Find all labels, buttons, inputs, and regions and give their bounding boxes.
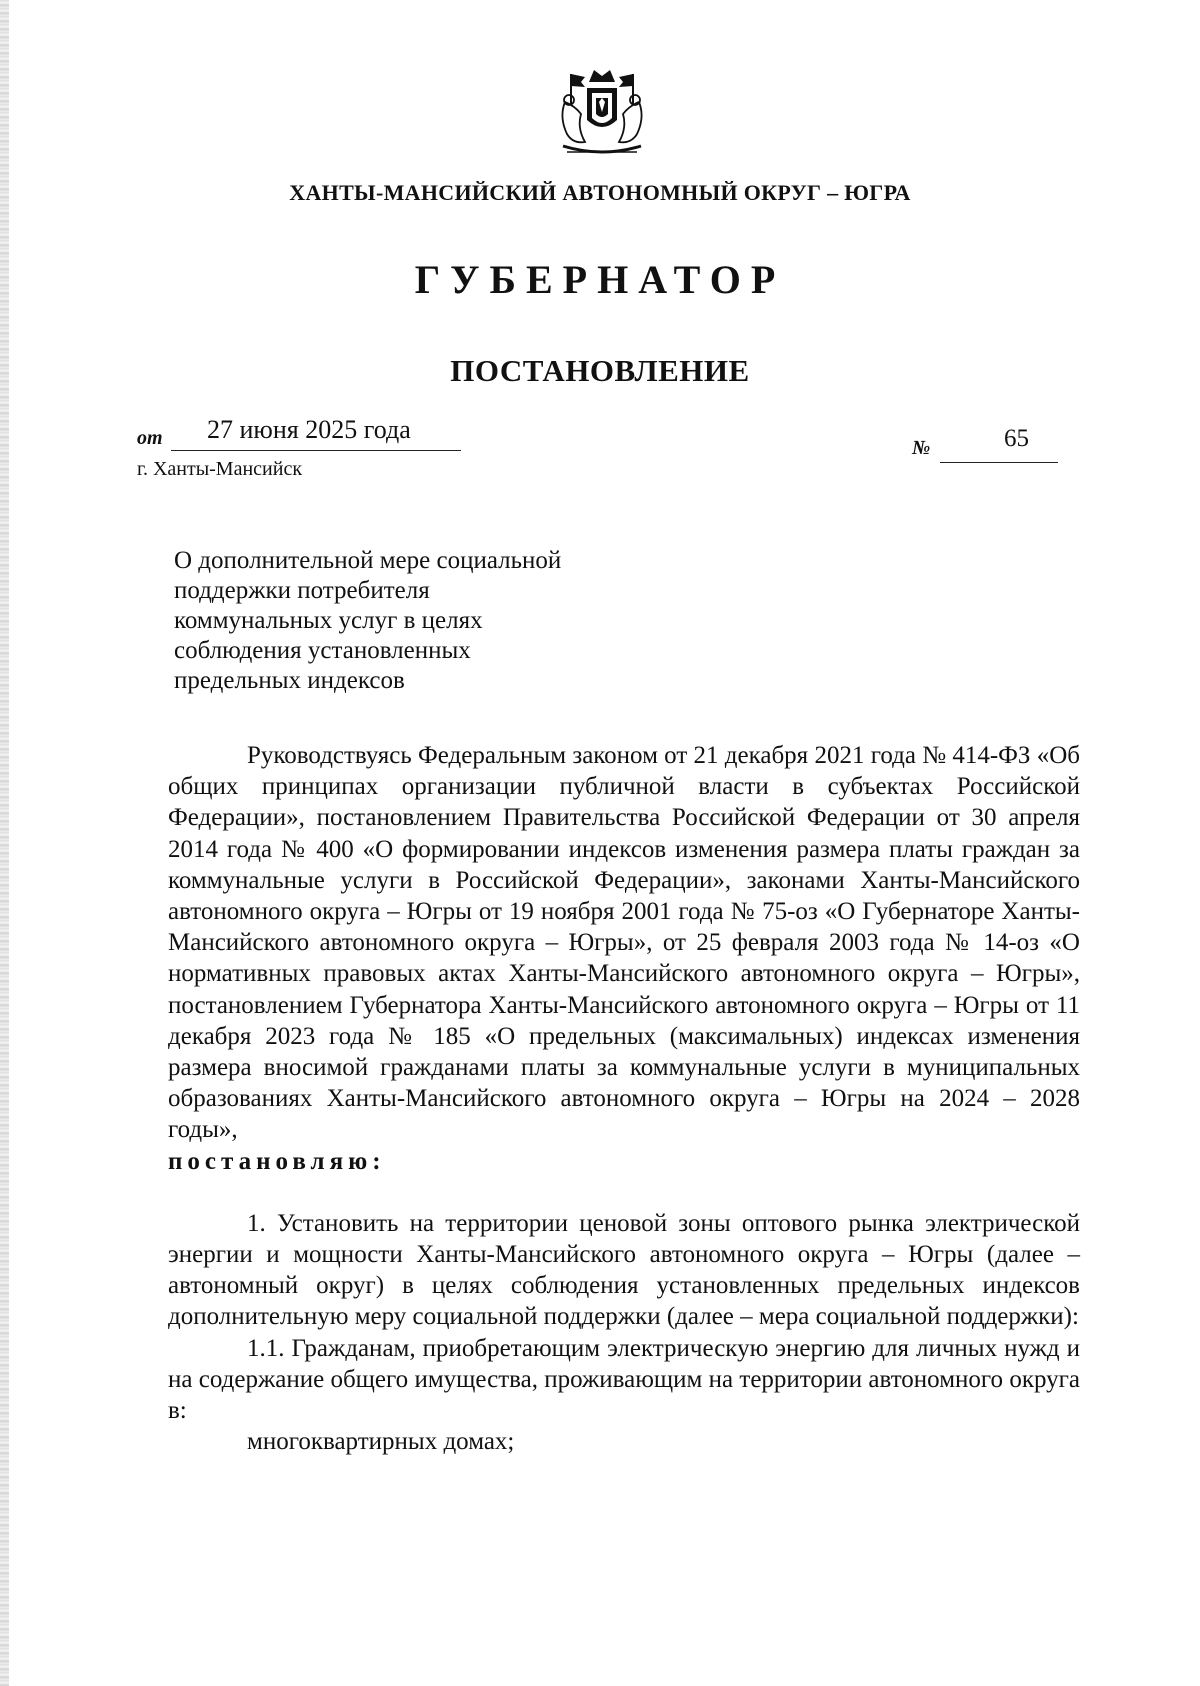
number-prefix: № (912, 437, 931, 459)
document-number: 65 (1004, 425, 1029, 452)
document-type: ПОСТАНОВЛЕНИЕ (450, 353, 750, 388)
number-underline (940, 462, 1058, 463)
issue-city: г. Ханты-Мансийск (137, 458, 303, 480)
scan-edge (0, 0, 9, 1686)
subject-line: предельных индексов (174, 667, 405, 694)
item-1-1-paragraph: 1.1. Гражданам, приобретающим электрическую энергию для личных нужд и на содержание общего имущества, проживающим на территории автономного округа в: (168, 1334, 1080, 1425)
subject-line: поддержки потребителя (174, 577, 430, 604)
item-1-paragraph: 1. Установить на территории ценовой зоны оптового рынка электрической энергии и мощности Ханты-Мансийского автономного округа – Югры (далее – автономный округ) в целях соблюдения установленных предельных индексов дополнительную меру социальной поддержки (далее – мера социальной поддержки): (168, 1209, 1080, 1331)
date-field (137, 415, 477, 455)
subject-line: О дополнительной мере социальной (174, 547, 562, 574)
document-subject (174, 546, 694, 696)
region-title: ХАНТЫ-МАНСИЙСКИЙ АВТОНОМНЫЙ ОКРУГ – ЮГРА (289, 180, 911, 205)
decree-word: постановляю: (168, 1147, 386, 1175)
date-underline (171, 450, 461, 451)
preamble-paragraph: Руководствуясь Федеральным законом от 21 декабря 2021 года № 414-ФЗ «Об общих принципах организации публичной власти в субъектах Российской Федерации», постановлением Правительства Российской Федерации от 30 апреля 2014 года № 400 «О формировании индексов изменения размера платы граждан за коммунальные услуги в Российской Федерации», законами Ханты-Мансийского автономного округа – Югры от 19 ноября 2001 года № 75-оз «О Губернаторе Ханты-Мансийского автономного округа – Югры», от 25 февраля 2003 года № 14-оз «О нормативных правовых актах Ханты-Мансийского автономного округа – Югры», постановлением Губернатора Ханты-Мансийского автономного округа – Югры от 11 декабря 2023 года № 185 «О предельных (максимальных) индексах изменения размера вносимой гражданами платы за коммунальные услуги в муниципальных образованиях Ханты-Мансийского автономного округа – Югры на 2024 – 2028 годы», (168, 742, 1080, 1144)
document-date: 27 июня 2025 года (207, 415, 411, 444)
date-prefix: от (137, 427, 163, 449)
document-body (168, 740, 1080, 1457)
subject-line: коммунальных услуг в целях (174, 607, 483, 634)
coat-of-arms-emblem (547, 62, 657, 162)
number-field (912, 425, 1062, 465)
authority-title: ГУБЕРНАТОР (414, 257, 786, 302)
item-1-1-a-paragraph: многоквартирных домах; (247, 1428, 515, 1456)
subject-line: соблюдения установленных (174, 637, 471, 664)
